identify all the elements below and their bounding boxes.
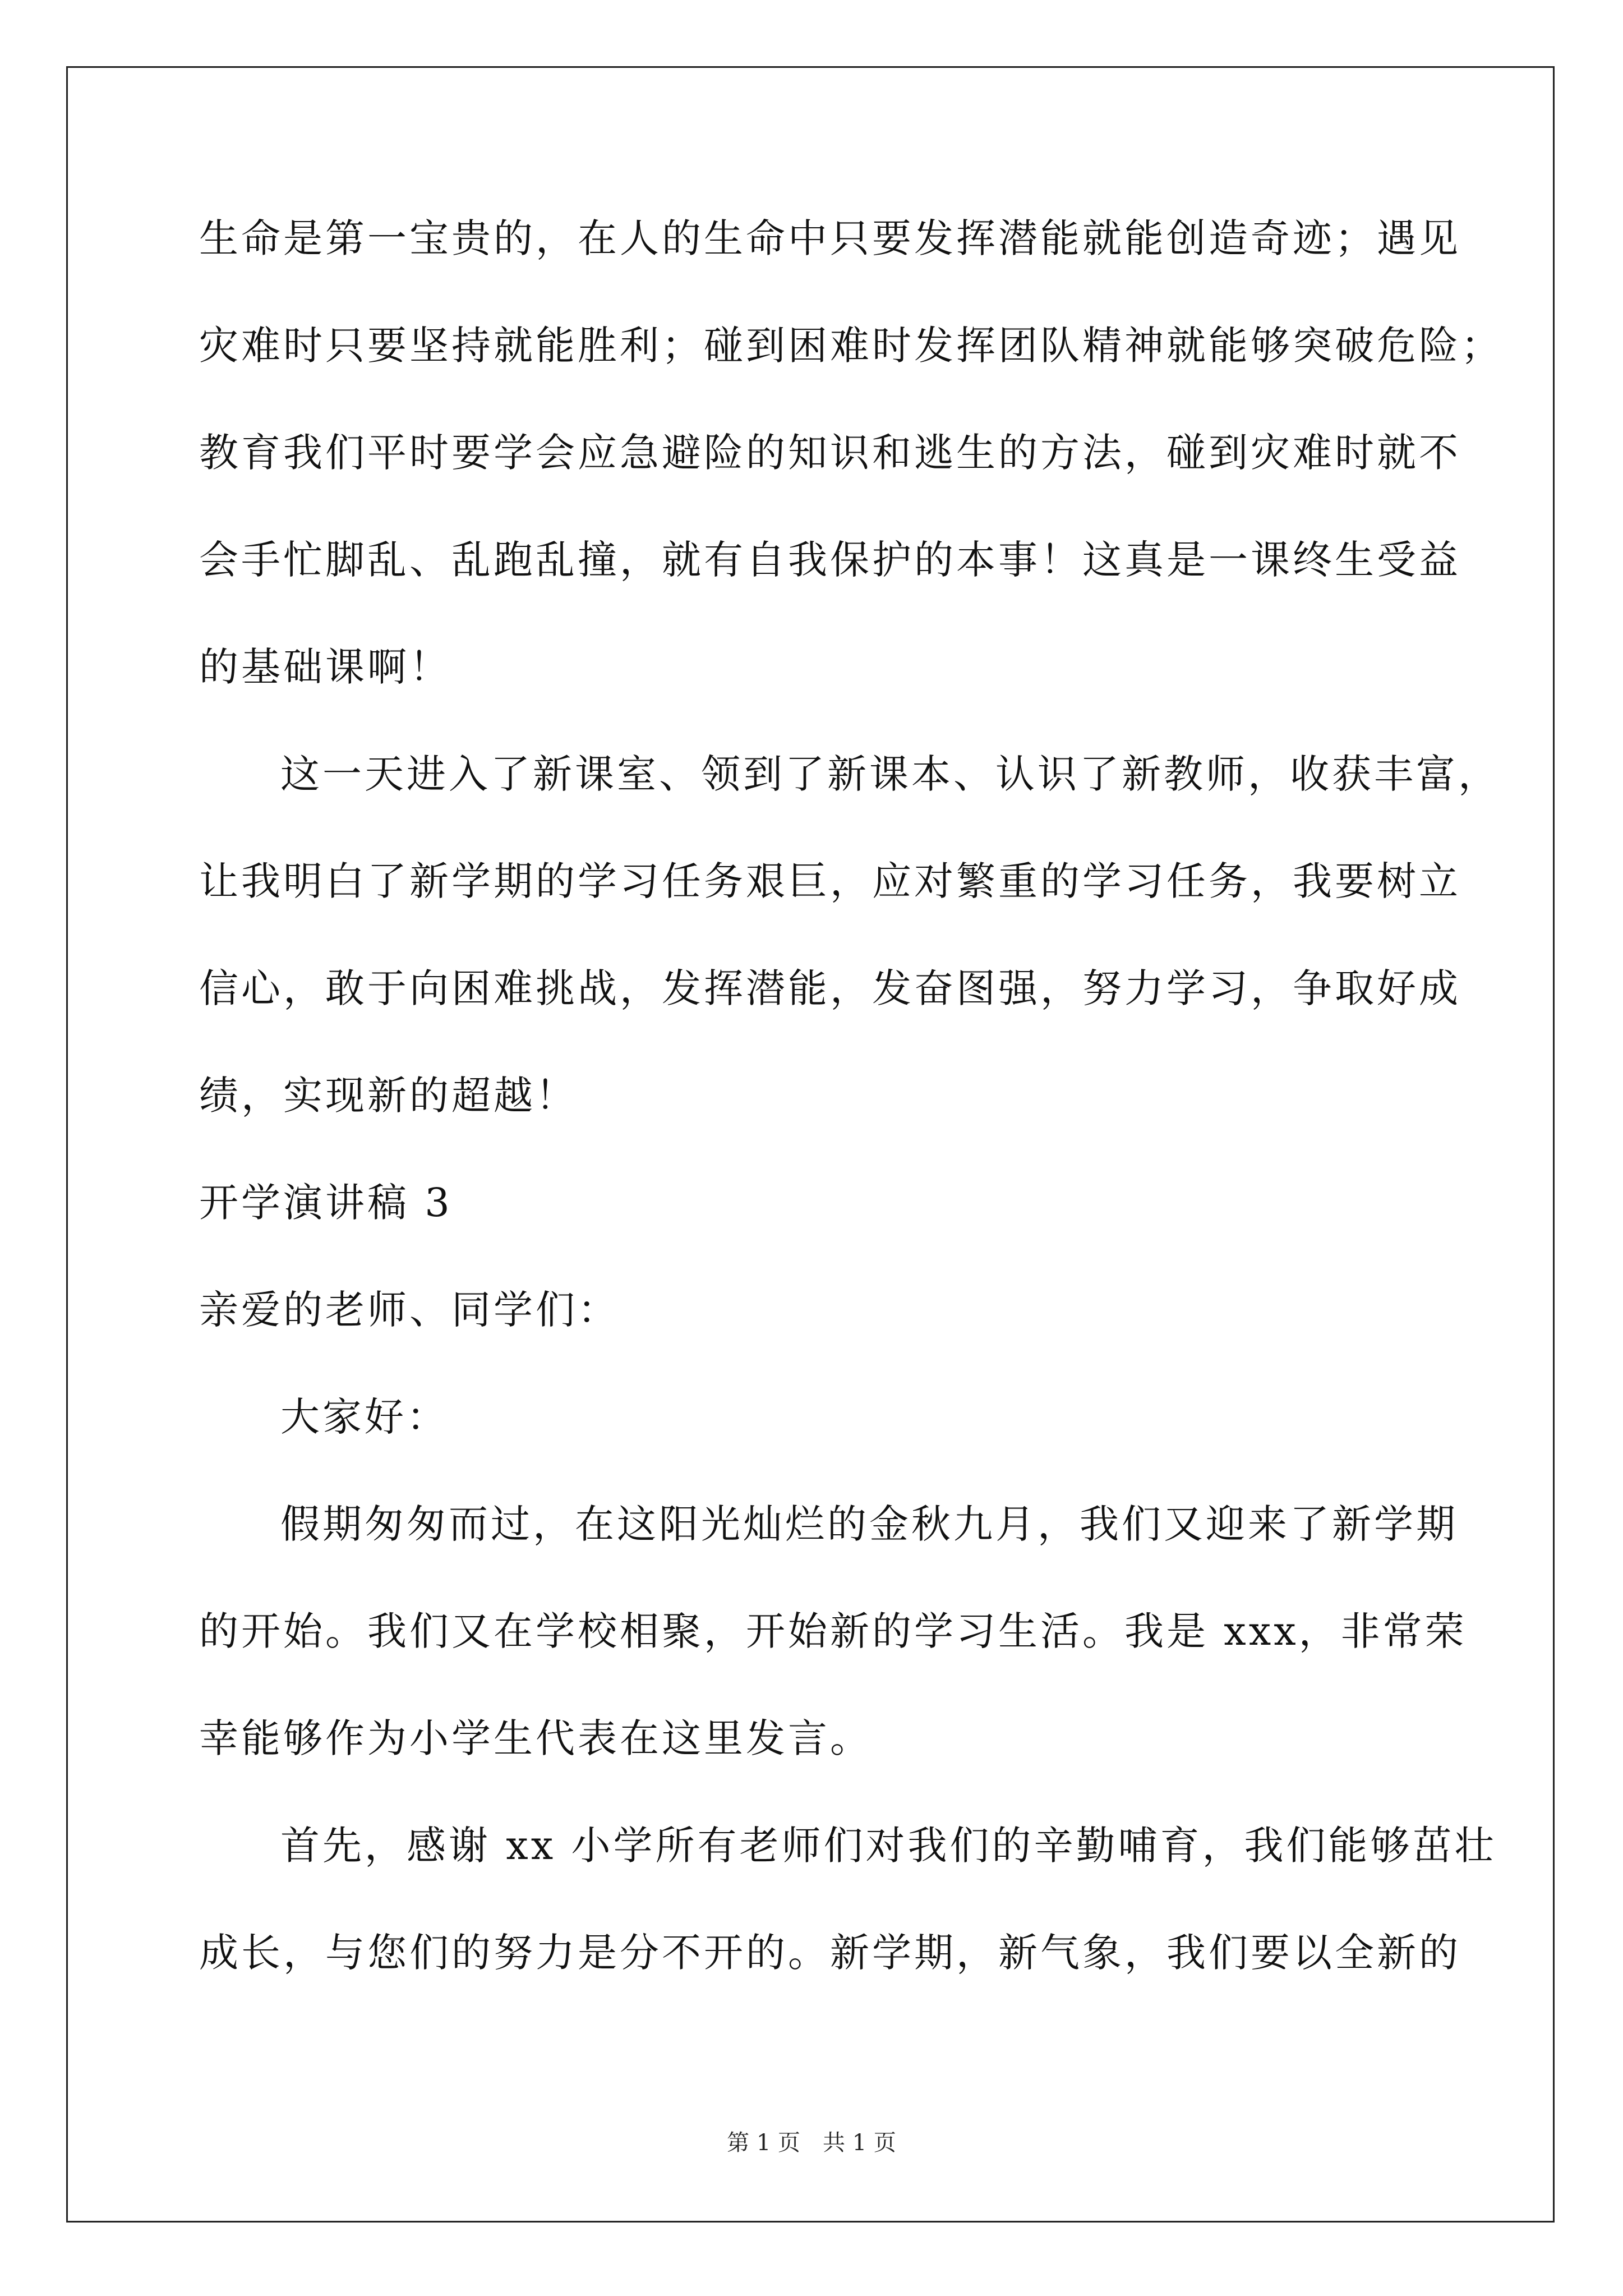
text-line: 成长，与您们的努力是分不开的。新学期，新气象，我们要以全新的 <box>199 1930 1461 1976</box>
text-line: 让我明白了新学期的学习任务艰巨，应对繁重的学习任务，我要树立 <box>199 858 1461 904</box>
text-line: 信心，敢于向困难挑战，发挥潜能，发奋图强，努力学习，争取好成 <box>199 965 1461 1011</box>
text-line: 首先，感谢 xx 小学所有老师们对我们的辛勤哺育，我们能够茁壮 <box>280 1823 1497 1869</box>
text-line: 教育我们平时要学会应急避险的知识和逃生的方法，碰到灾难时就不 <box>199 430 1461 476</box>
greeting: 大家好： <box>280 1394 449 1440</box>
text-line: 这一天进入了新课室、领到了新课本、认识了新教师，收获丰富， <box>280 751 1500 797</box>
text-line: 生命是第一宝贵的，在人的生命中只要发挥潜能就能创造奇迹；遇见 <box>199 215 1461 261</box>
section-heading: 开学演讲稿 3 <box>199 1180 453 1226</box>
salutation: 亲爱的老师、同学们： <box>199 1287 620 1333</box>
text-line: 幸能够作为小学生代表在这里发言。 <box>199 1715 872 1761</box>
text-line: 的开始。我们又在学校相聚，开始新的学习生活。我是 xxx，非常荣 <box>199 1608 1467 1654</box>
text-line: 的基础课啊！ <box>199 644 451 690</box>
text-line: 会手忙脚乱、乱跑乱撞，就有自我保护的本事！这真是一课终生受益 <box>199 537 1461 583</box>
page-footer: 第 1 页 共 1 页 <box>727 2130 896 2156</box>
text-line: 假期匆匆而过，在这阳光灿烂的金秋九月，我们又迎来了新学期 <box>280 1501 1458 1547</box>
page-border <box>66 66 1555 2223</box>
text-line: 绩，实现新的超越！ <box>199 1073 578 1119</box>
text-line: 灾难时只要坚持就能胜利；碰到困难时发挥团队精神就能够突破危险； <box>199 323 1503 369</box>
